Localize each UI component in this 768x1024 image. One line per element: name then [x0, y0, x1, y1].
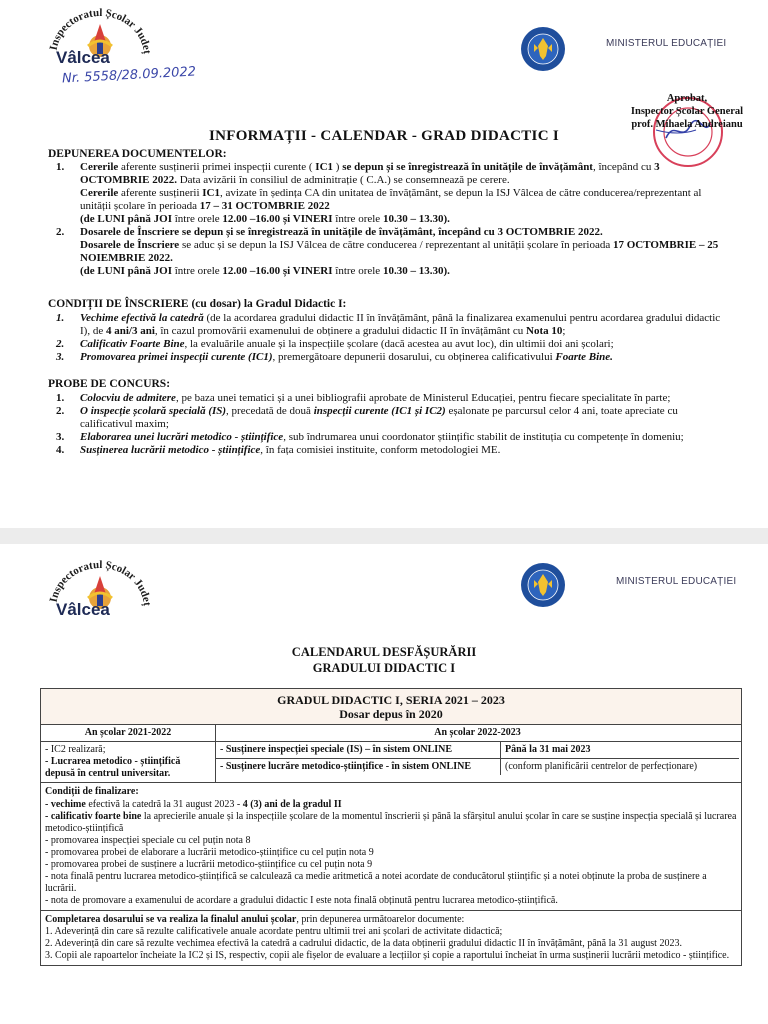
item-number: 4.: [56, 444, 65, 456]
text-span: Dosarele de Înscriere: [80, 239, 180, 251]
text-span: se depun și se înregistrează în unitățile de învățământ: [342, 161, 593, 173]
list-item: 1. Adeverință din care să rezulte calificativele anuale acordate pentru ultimii trei ani școlari de activitate didactică;: [45, 926, 503, 937]
text-span: , precedată de două: [226, 405, 314, 417]
approval-line-3: prof. Mihaela Andreianu: [631, 119, 743, 130]
conditii-list: [48, 312, 728, 364]
table-cell: - Susținere lucrăre metodico-științifice - în sistem ONLINE: [216, 759, 501, 775]
table-cell: - Susținere inspecției speciale (IS) – în sistem ONLINE: [216, 742, 501, 758]
section-heading-depunerea: DEPUNEREA DOCUMENTELOR:: [48, 148, 227, 160]
logo-arc-text: Inspectoratul Școlar Județ: [47, 558, 153, 607]
text-span: 17 OCTOMBRIE – 25 NOIEMBRIE 2022.: [80, 239, 719, 264]
item-number: 3.: [56, 351, 65, 363]
logo-arc-text: Inspectoratul Școlar Județ: [47, 6, 153, 55]
calendar-title-line-2: GRADULUI DIDACTIC I: [312, 661, 456, 675]
text-span: între orele: [172, 265, 223, 277]
approval-line-1: Aprobat,: [666, 93, 708, 104]
item-number: 2.: [56, 405, 65, 417]
text-span: se aduc și se depun la ISJ Vâlcea de către conducerea / reprezentant al unității școlare în perioada: [179, 239, 613, 251]
cell-line: - IC2 realizară;: [45, 744, 106, 755]
text-span: , sub îndrumarea unui coordonator științific stabilit de instituția cu competențe în domeniu;: [283, 431, 684, 443]
list-item: - nota finală pentru lucrarea metodico-științifică se calculează ca medie aritmetică a notei acordate de conducătorul științific și a notei obținute la proba de susținere a lucrării.: [45, 871, 707, 894]
government-seal-icon: [520, 562, 566, 608]
table-cell: Până la 31 mai 2023: [505, 744, 591, 755]
text-span: Calificativ Foarte Bine: [80, 338, 185, 350]
table-title: GRADUL DIDACTIC I, SERIA 2021 – 2023: [277, 693, 505, 707]
list-item: [48, 312, 728, 338]
text-span: aferente susținerii primei inspecții curente (: [118, 161, 316, 173]
calendar-table: [40, 688, 742, 966]
text-span: , pe baza unei tematici și a unei bibliografii aprobate de Ministerul Educației, pentru fiecare specialitate în parte;: [175, 392, 671, 404]
depunerea-list: [48, 161, 728, 278]
text-span: 10.30 – 13.30).: [382, 265, 450, 277]
table-subrow: [216, 759, 739, 775]
text-span: , în cazul promovării examenului de obținere a gradului didactic II în învățământ cu: [154, 325, 526, 337]
text-span: între orele: [332, 265, 383, 277]
text-span: , prin depunerea următoarelor documente:: [296, 914, 465, 925]
document-title: INFORMAȚII - CALENDAR - GRAD DIDACTIC I: [208, 128, 560, 144]
text-span: 12.00 –16.00: [222, 213, 281, 225]
text-span: la aprecierile anuale și la inspecțiile școlare de la momentul înscrierii și până la sfârșitul anului școlar în care se susține inspecția specială și lucrarea metodico-științifică: [45, 811, 737, 834]
table-row: [41, 742, 741, 783]
government-seal-icon: [520, 26, 566, 72]
approval-block: [612, 92, 762, 131]
list-item: [48, 351, 728, 364]
finalization-conditions: [41, 783, 741, 911]
item-number: 2.: [56, 226, 65, 238]
table-header: [41, 689, 741, 725]
text-span: Foarte Bine.: [555, 351, 613, 363]
text-span: și VINERI: [280, 213, 333, 225]
list-item: [48, 405, 728, 431]
list-item: - promovarea probei de susținere a lucrării metodico-științifice cu cel puțin nota 9: [45, 859, 373, 870]
text-span: , la evaluările anuale și la inspecțiile școlare (dacă acestea au avut loc), din ultimii doi ani școlari;: [184, 338, 614, 350]
text-span: Colocviu de admitere: [80, 392, 176, 404]
text-span: (de LUNI până JOI: [80, 213, 172, 225]
text-span: (de la acordarea gradului didactic II în învățământ, până la finalizarea examenului pentru acordarea gradului didactic I), de: [80, 312, 721, 337]
list-item: [45, 811, 737, 835]
item-number: 3.: [56, 431, 65, 443]
text-span: - vechime: [45, 799, 86, 810]
table-subrow: [216, 742, 739, 759]
column-header: An școlar 2021-2022: [41, 725, 216, 741]
dossier-heading: Completarea dosarului se va realiza la finalul anului școlar: [45, 914, 297, 925]
text-span: Promovarea primei inspecții curente (IC1): [80, 351, 273, 363]
text-span: inspecții curente (IC1 și IC2): [313, 405, 446, 417]
section-heading-conditii: CONDIȚII DE ÎNSCRIERE (cu dosar) la Gradul Didactic I:: [48, 298, 347, 310]
text-span: Dosarele de Înscriere se depun și se înregistrează în unitățile de învățământ, începând cu 3 OCTOMBRIE 2022.: [80, 226, 603, 238]
probe-list: [48, 392, 728, 457]
item-number: 1.: [56, 392, 65, 404]
item-number: 1.: [56, 161, 65, 173]
text-span: aferente susținerii: [118, 187, 203, 199]
ministry-name: MINISTERUL EDUCAȚIEI: [606, 38, 727, 49]
calendar-title-line-1: CALENDARUL DESFĂȘURĂRII: [291, 645, 477, 659]
text-span: O inspecție școlară specială (IS): [80, 405, 227, 417]
text-span: IC1: [315, 161, 334, 173]
text-span: Nota 10: [526, 325, 563, 337]
list-item: [48, 338, 728, 351]
isj-logo: [44, 558, 154, 632]
list-item: [48, 444, 728, 457]
text-span: - calificativ foarte bine: [45, 811, 142, 822]
text-span: Cererile: [80, 187, 119, 199]
text-span: Cererile: [80, 161, 119, 173]
list-item: [48, 392, 728, 405]
page-separator: [0, 528, 768, 544]
list-item: - promovarea inspecției speciale cu cel puțin nota 8: [45, 835, 251, 846]
text-span: ): [333, 161, 343, 173]
table-cell: [41, 742, 216, 782]
text-span: Elaborarea unei lucrări metodico - științifice: [80, 431, 284, 443]
text-span: eșalonate pe parcursul celor 4 ani, toate apreciate cu calificativul maxim;: [80, 405, 678, 430]
text-span: 3 OCTOMBRIE 2022.: [80, 161, 660, 186]
text-span: , avizate în ședința CA din unitatea de învățământ, se depun la ISJ Vâlcea de către conducerea/reprezentant al unității școlare în perioada: [80, 187, 702, 212]
text-span: ;: [562, 325, 566, 337]
logo-name: Vâlcea: [56, 48, 110, 67]
text-span: între orele: [172, 213, 223, 225]
text-span: Data avizării în consiliul de adminitrație ( C.A.) se consemnează pe cerere.: [176, 174, 510, 186]
ministry-name: MINISTERUL EDUCAȚIEI: [616, 576, 737, 587]
text-span: 4 (3) ani de la gradul II: [242, 799, 342, 810]
text-span: IC1: [202, 187, 221, 199]
registration-number: Nr. 5558/28.09.2022: [61, 64, 197, 87]
dossier-completion: [41, 911, 741, 965]
text-span: , în fața comisiei instituite, conform metodologiei ME.: [260, 444, 501, 456]
list-item: [48, 226, 728, 278]
text-span: Vechime efectivă la catedră: [80, 312, 204, 324]
text-span: 4 ani/3 ani: [105, 325, 155, 337]
text-span: 17 – 31 OCTOMBRIE 2022: [199, 200, 330, 212]
text-span: efectivă la catedră la 31 august 2023 -: [85, 799, 243, 810]
list-item: [48, 431, 728, 444]
item-number: 1.: [56, 312, 65, 324]
approval-line-2: Inspector Școlar General: [630, 106, 744, 117]
item-number: 2.: [56, 338, 65, 350]
table-cell-group: [216, 742, 739, 782]
table-row: [41, 725, 741, 742]
list-item: 2. Adeverință din care să rezulte vechimea efectivă la catedră a cadrului didactic, de la data obținerii gradului didactic II în învățământ, până la 31 august 2023.: [45, 938, 682, 949]
text-span: , începând cu: [592, 161, 655, 173]
list-item: [45, 799, 737, 811]
text-span: (de LUNI până JOI: [80, 265, 172, 277]
table-subtitle: Dosar depus în 2020: [339, 707, 443, 721]
text-span: , premergătoare depunerii dosarului, cu obținerea calificativului: [272, 351, 556, 363]
text-span: 10.30 – 13.30).: [382, 213, 450, 225]
document-page-2: [0, 544, 768, 1024]
list-item: - nota de promovare a examenului de acordare a gradului didactic I este nota finală obținută pentru lucrarea metodico-științifică.: [45, 895, 558, 906]
text-span: și VINERI: [280, 265, 333, 277]
table-cell: (conform planificării centrelor de perfecționare): [505, 761, 698, 772]
cell-line: - Lucrarea metodico - științifică depusă în centrul universitar.: [45, 756, 181, 779]
text-span: 12.00 –16.00: [222, 265, 281, 277]
section-heading-probe: PROBE DE CONCURS:: [48, 378, 171, 390]
logo-name: Vâlcea: [56, 600, 110, 619]
column-header: An școlar 2022-2023: [434, 727, 521, 738]
text-span: Susținerea lucrării metodico - științifice: [80, 444, 261, 456]
list-item: - promovarea probei de elaborare a lucrării metodico-științifice cu cel puțin nota 9: [45, 847, 374, 858]
conditions-heading: Condiții de finalizare:: [45, 786, 139, 797]
calendar-title: [0, 644, 768, 676]
text-span: între orele: [332, 213, 383, 225]
list-item: 3. Copii ale rapoartelor încheiate la IC2 și IS, respectiv, copii ale fișelor de evaluare a lecțiilor și copie a raportului încheiat în urma susținerii lucrării metodico - științifice.: [45, 950, 730, 961]
list-item: [48, 161, 728, 226]
